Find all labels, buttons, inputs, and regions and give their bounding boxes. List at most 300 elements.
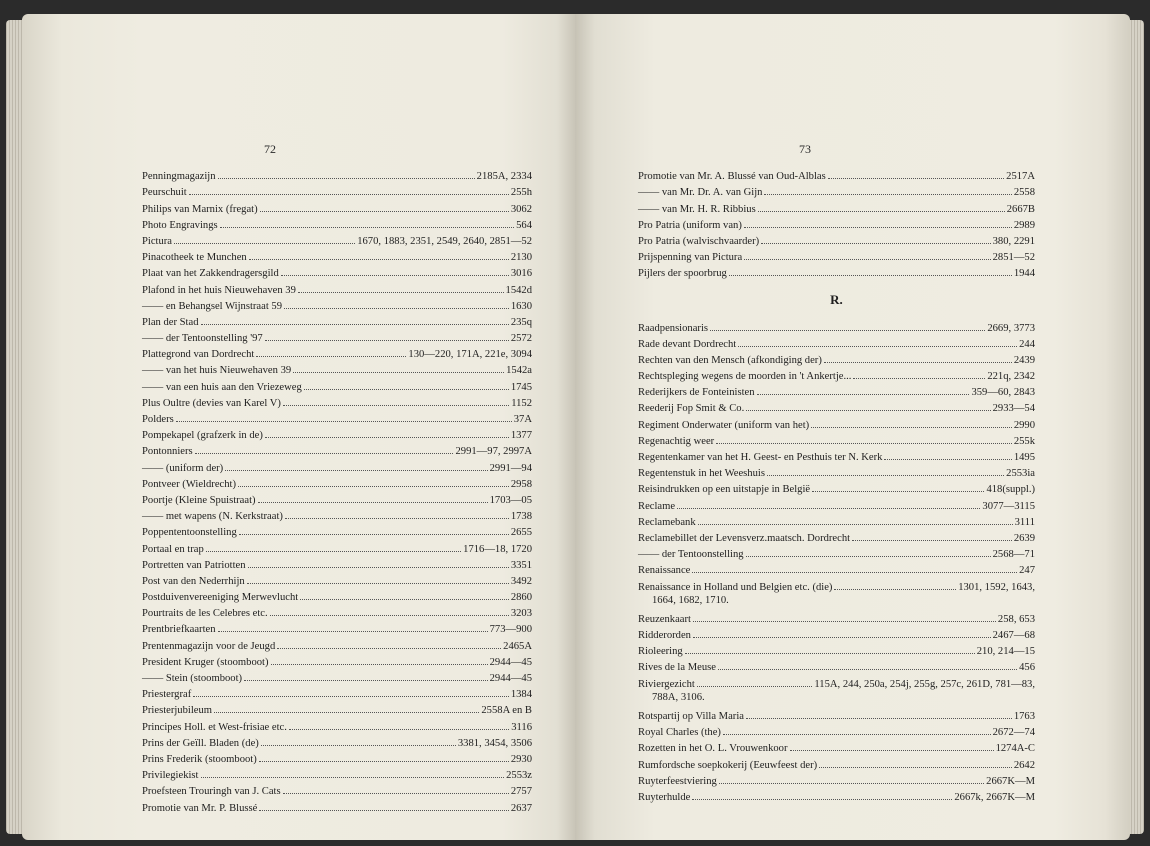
index-term: —— van het huis Nieuwehaven 39 (142, 365, 292, 377)
dot-leader (225, 470, 487, 471)
index-refs: 244 (1019, 338, 1035, 350)
index-refs: 359—60, 2843 (971, 387, 1035, 399)
index-entry (638, 560, 1035, 576)
index-refs: 564 (516, 219, 532, 231)
dot-leader (761, 243, 990, 244)
index-entry (142, 684, 532, 700)
index-refs: 255h (510, 187, 532, 199)
index-refs: 2991—94 (489, 462, 532, 474)
dot-leader (281, 275, 509, 276)
index-refs: 418(suppl.) (986, 484, 1035, 496)
index-refs: 2558 (1013, 187, 1035, 199)
index-term: Regentenkamer van het H. Geest- en Pesthuis ter N. Kerk (638, 452, 883, 463)
index-term: Pinacotheek te Munchen (142, 252, 247, 264)
index-term: Proefsteen Trouringh van J. Cats (142, 786, 281, 798)
index-refs: 1670, 1883, 2351, 2549, 2640, 2851—52 (357, 235, 532, 247)
index-term: Rioleering (638, 646, 683, 658)
index-refs: 3111 (1014, 516, 1035, 528)
index-refs: 3381, 3454, 3506 (457, 737, 532, 749)
index-entry (638, 215, 1035, 231)
left-index-column (142, 166, 532, 814)
dot-leader (201, 324, 509, 325)
index-entry (142, 490, 532, 506)
dot-leader (718, 669, 1017, 670)
index-entry (142, 603, 532, 619)
index-term: Priestergraf (142, 689, 192, 701)
index-term: Promotie van Mr. P. Blussé (142, 802, 258, 814)
index-entry (142, 344, 532, 360)
index-entry (638, 722, 1035, 738)
dot-leader (764, 194, 1011, 195)
dot-leader (283, 793, 509, 794)
index-refs: 2757 (510, 786, 532, 798)
index-refs: 2655 (510, 527, 532, 539)
index-term: —— der Tentoonstelling '97 (142, 333, 263, 345)
index-refs: 2568—71 (992, 549, 1035, 561)
index-term: Poppententoonstelling (142, 527, 237, 539)
index-refs: 2553z (506, 770, 532, 782)
index-term: Rade devant Dordrecht (638, 338, 737, 350)
index-term: —— en Behangsel Wijnstraat 59 (142, 300, 283, 312)
index-term: Ruyterfeestviering (638, 775, 717, 787)
index-refs: 1738 (510, 511, 532, 523)
index-term: Privilegiekist (142, 770, 199, 782)
dot-leader (239, 534, 509, 535)
index-term: Pro Patria (walvischvaarder) (638, 235, 760, 247)
index-entry (142, 409, 532, 425)
index-refs: 2185A, 2334 (476, 171, 532, 183)
index-term: Regenachtig weer (638, 435, 715, 447)
index-term: Prins Frederik (stoomboot) (142, 753, 257, 765)
index-refs: 2958 (510, 478, 532, 490)
index-refs: 2667K—M (986, 775, 1035, 787)
index-term: Polders (142, 414, 174, 425)
index-entry (638, 263, 1035, 279)
index-entry (638, 787, 1035, 803)
index-refs: 2637 (510, 802, 532, 814)
dot-leader (767, 475, 1004, 476)
index-entry (142, 555, 532, 571)
index-entry (638, 182, 1035, 198)
index-term: Reclame (638, 500, 676, 512)
dot-leader (206, 551, 461, 552)
index-term: Priesterjubileum (142, 705, 213, 717)
index-entry (638, 447, 1035, 463)
index-entry (142, 166, 532, 182)
index-entry (142, 360, 532, 376)
dot-leader (692, 799, 952, 800)
index-entry (638, 431, 1035, 447)
index-entry (142, 635, 532, 651)
index-term: Plafond in het huis Nieuwehaven 39 (142, 284, 296, 296)
index-term: Plus Oultre (devies van Karel V) (142, 397, 281, 409)
index-entry (638, 398, 1035, 414)
dot-leader (746, 410, 990, 411)
dot-leader (174, 243, 355, 244)
dot-leader (685, 653, 975, 654)
dot-leader (698, 524, 1013, 525)
index-refs: 2991—97, 2997A (455, 446, 532, 458)
index-entry (638, 625, 1035, 641)
index-refs: 1716—18, 1720 (463, 543, 532, 555)
index-refs: 115A, 244, 250a, 254j, 255g, 257c, 261D, 781—83, (814, 678, 1035, 690)
dot-leader (283, 405, 509, 406)
index-refs: 1274A-C (995, 743, 1035, 755)
dot-leader (284, 308, 509, 309)
index-term: Plaat van het Zakkendragersgild (142, 268, 279, 280)
dot-leader (811, 427, 1012, 428)
index-refs: 3203 (510, 608, 532, 620)
index-entry (142, 733, 532, 749)
index-refs: 2669, 3773 (987, 322, 1035, 334)
index-entry (638, 738, 1035, 754)
index-refs: 2933—54 (992, 403, 1035, 415)
dot-leader (277, 648, 501, 649)
index-entry (638, 771, 1035, 787)
index-term: Rives de la Meuse (638, 662, 716, 674)
dot-leader (201, 777, 505, 778)
index-refs: 2553ia (1006, 468, 1035, 480)
index-term: Philips van Marnix (fregat) (142, 203, 258, 215)
index-entry (142, 376, 532, 392)
index-entry (638, 576, 1035, 592)
index-refs: 1944 (1013, 268, 1035, 280)
index-entry (638, 166, 1035, 182)
index-entry (142, 797, 532, 813)
dot-leader (238, 486, 509, 487)
index-entry (142, 393, 532, 409)
index-term: Renaissance (638, 565, 691, 577)
index-entry (638, 198, 1035, 214)
index-entry (638, 609, 1035, 625)
index-entry (142, 328, 532, 344)
index-entry (142, 538, 532, 554)
dot-leader (758, 211, 1005, 212)
index-entry (142, 279, 532, 295)
index-refs: 221q, 2342 (987, 371, 1035, 383)
index-term: Promotie van Mr. A. Blussé van Oud-Alblas (638, 171, 826, 183)
index-entry (142, 263, 532, 279)
index-entry (142, 296, 532, 312)
index-entry (142, 765, 532, 781)
index-entry (142, 231, 532, 247)
index-term: Rechten van den Mensch (afkondiging der) (638, 354, 822, 366)
index-term: —— met wapens (N. Kerkstraat) (142, 511, 283, 523)
index-refs: 2944—45 (489, 673, 532, 684)
right-page (575, 14, 1130, 840)
index-term: Post van den Nederrhijn (142, 575, 245, 587)
right-page-number: 73 (799, 142, 811, 156)
index-continuation: 788A, 3106. (652, 691, 705, 703)
index-term: Penningmagazijn (142, 171, 216, 183)
index-refs: 1745 (510, 381, 532, 393)
dot-leader (824, 362, 1012, 363)
dot-leader (719, 783, 984, 784)
index-refs: 2572 (510, 333, 532, 345)
dot-leader (248, 567, 509, 568)
index-term: Pontonniers (142, 446, 193, 458)
dot-leader (790, 750, 994, 751)
index-refs: 3351 (510, 559, 532, 571)
index-entry (638, 247, 1035, 263)
index-refs: 456 (1019, 662, 1035, 674)
index-term: Plan der Stad (142, 316, 199, 328)
index-entry (638, 512, 1035, 528)
dot-leader (214, 712, 479, 713)
index-entry (638, 366, 1035, 382)
index-term: Rechtspleging wegens de moorden in 't Ankertje... (638, 371, 852, 383)
index-entry (142, 425, 532, 441)
index-term: Pijlers der spoorbrug (638, 268, 727, 280)
dot-leader (244, 680, 488, 681)
index-entry (142, 506, 532, 522)
index-refs: 380, 2291 (992, 235, 1035, 247)
index-refs: 1703—05 (489, 494, 532, 506)
index-refs: 3016 (510, 268, 532, 280)
index-refs: 3062 (510, 203, 532, 215)
index-term: Ridderorden (638, 630, 691, 642)
dot-leader (744, 227, 1012, 228)
index-continuation: 1664, 1682, 1710. (652, 594, 729, 606)
index-term: Pourtraits de les Celebres etc. (142, 608, 268, 620)
index-term: Pontveer (Wieldrecht) (142, 478, 236, 490)
index-entry (638, 317, 1035, 333)
index-entry (142, 182, 532, 198)
dot-leader (265, 437, 509, 438)
dot-leader (834, 589, 956, 590)
index-term: —— van Mr. Dr. A. van Gijn (638, 187, 763, 199)
index-refs: 1377 (510, 430, 532, 442)
index-entry (638, 231, 1035, 247)
dot-leader (853, 378, 985, 379)
dot-leader (716, 443, 1012, 444)
index-refs: 2130 (510, 252, 532, 264)
index-entry (142, 198, 532, 214)
index-term: Pompekapel (grafzerk in de) (142, 430, 263, 442)
index-refs: 37A (513, 414, 532, 425)
index-term: —— Stein (stoomboot) (142, 673, 243, 684)
index-term: Reclamebillet der Levensverz.maatsch. Dordrecht (638, 532, 851, 544)
index-refs: 3116 (511, 721, 532, 733)
index-refs: 2667B (1006, 203, 1035, 215)
index-term: Reisindrukken op een uitstapje in België (638, 484, 811, 496)
index-refs: 235q (510, 316, 532, 328)
index-term: Portretten van Patriotten (142, 559, 246, 571)
index-term: Regiment Onderwater (uniform van het) (638, 419, 810, 431)
index-refs: 1301, 1592, 1643, (958, 581, 1035, 593)
index-term: —— (uniform der) (142, 462, 224, 474)
index-term: Postduivenvereeniging Merwevlucht (142, 592, 299, 604)
dot-leader (256, 356, 406, 357)
index-entry (638, 673, 1035, 689)
index-refs: 2639 (1013, 532, 1035, 544)
section-letter-heading: R. (830, 292, 843, 308)
index-entry (142, 215, 532, 231)
index-refs: 2860 (510, 592, 532, 604)
index-entry (142, 441, 532, 457)
dot-leader (884, 459, 1011, 460)
index-entry (638, 544, 1035, 560)
index-refs: 2672—74 (992, 727, 1035, 739)
index-refs: 1542a (506, 365, 532, 377)
dot-leader (259, 761, 509, 762)
dot-leader (693, 637, 991, 638)
index-entry (142, 716, 532, 732)
index-refs: 1542d (505, 284, 532, 296)
index-entry (638, 414, 1035, 430)
right-index-column (638, 166, 1035, 803)
index-term: Pictura (142, 235, 173, 247)
index-term: Riviergezicht (638, 678, 695, 690)
index-term: Rozetten in het O. L. Vrouwenkoor (638, 743, 788, 755)
dot-leader (812, 491, 984, 492)
index-refs: 2930 (510, 753, 532, 765)
index-term: Prijspenning van Pictura (638, 252, 743, 264)
index-entry (638, 754, 1035, 770)
index-term: Prentenmagazijn voor de Jeugd (142, 640, 276, 652)
index-entry (142, 522, 532, 538)
dot-leader (249, 259, 509, 260)
index-refs: 2944—45 (489, 656, 532, 668)
index-entry (142, 474, 532, 490)
index-refs: 255k (1013, 435, 1035, 447)
index-refs: 2558A en B (481, 705, 532, 717)
index-term: Poortje (Kleine Spuistraat) (142, 494, 256, 506)
index-term: Ruyterhulde (638, 791, 691, 803)
index-term: Reederij Fop Smit & Co. (638, 403, 745, 415)
index-refs: 2467—68 (992, 630, 1035, 642)
index-entry (638, 334, 1035, 350)
dot-leader (744, 259, 990, 260)
index-entry (638, 350, 1035, 366)
index-entry (638, 479, 1035, 495)
index-refs: 1763 (1013, 711, 1035, 722)
index-entry (638, 382, 1035, 398)
index-refs: 1495 (1013, 452, 1035, 463)
index-term: Rumfordsche soepkokerij (Eeuwfeest der) (638, 759, 818, 771)
index-term: Reclamebank (638, 516, 696, 528)
index-term: Raadpensionaris (638, 322, 709, 334)
index-entry (638, 528, 1035, 544)
index-entry (142, 247, 532, 263)
index-refs: 3492 (510, 575, 532, 587)
dot-leader (271, 664, 488, 665)
index-refs: 2465A (503, 640, 532, 652)
index-entry (142, 619, 532, 635)
index-refs: 773—900 (489, 624, 532, 636)
index-entry (142, 781, 532, 797)
index-term: Portaal en trap (142, 543, 204, 555)
index-entry (142, 749, 532, 765)
index-entry (142, 652, 532, 668)
index-term: Peurschuit (142, 187, 187, 199)
index-entry (142, 587, 532, 603)
index-refs: 1152 (511, 397, 532, 409)
dot-leader (729, 275, 1012, 276)
dot-leader (176, 421, 512, 422)
index-refs: 2990 (1013, 419, 1035, 431)
dot-leader (189, 194, 509, 195)
index-term: Rotspartij op Villa Maria (638, 711, 744, 722)
index-refs: 3077—3115 (982, 500, 1035, 512)
index-refs: 247 (1019, 565, 1035, 577)
index-term: —— van Mr. H. R. Ribbius (638, 203, 756, 215)
dot-leader (265, 340, 509, 341)
dot-leader (218, 178, 475, 179)
right-page-edges (1128, 20, 1144, 834)
dot-leader (285, 518, 509, 519)
dot-leader (746, 556, 991, 557)
index-entry (142, 668, 532, 684)
index-entry (142, 700, 532, 716)
index-refs: 2989 (1013, 219, 1035, 231)
left-page (22, 14, 575, 840)
dot-leader (193, 696, 509, 697)
index-refs: 2667k, 2667K—M (954, 791, 1035, 803)
index-entry (638, 657, 1035, 673)
index-entry (638, 706, 1035, 722)
index-term: Regentenstuk in het Weeshuis (638, 468, 765, 480)
index-entry (142, 457, 532, 473)
index-term: Plattegrond van Dordrecht (142, 349, 255, 361)
dot-leader (293, 372, 504, 373)
dot-leader (195, 453, 454, 454)
dot-leader (258, 502, 488, 503)
left-page-number: 72 (264, 142, 276, 156)
dot-leader (300, 599, 509, 600)
dot-leader (677, 508, 980, 509)
index-refs: 258, 653 (997, 613, 1035, 625)
index-entry (142, 312, 532, 328)
index-refs: 2439 (1013, 354, 1035, 366)
index-refs: 210, 214—15 (976, 646, 1035, 658)
index-term: Photo Engravings (142, 219, 218, 231)
index-term: Renaissance in Holland und Belgien etc. (die) (638, 581, 833, 593)
dot-leader (828, 178, 1004, 179)
dot-leader (220, 227, 514, 228)
index-refs: 130—220, 171A, 221e, 3094 (408, 349, 532, 361)
dot-leader (218, 631, 488, 632)
index-term: —— der Tentoonstelling (638, 549, 744, 561)
index-term: President Kruger (stoomboot) (142, 656, 269, 668)
dot-leader (693, 621, 996, 622)
dot-leader (692, 572, 1017, 573)
index-term: Prins der Geïll. Bladen (de) (142, 737, 259, 749)
dot-leader (261, 745, 456, 746)
dot-leader (738, 346, 1017, 347)
index-term: Prentbriefkaarten (142, 624, 216, 636)
dot-leader (819, 767, 1012, 768)
dot-leader (723, 734, 991, 735)
dot-leader (757, 394, 970, 395)
dot-leader (289, 729, 509, 730)
index-refs: 2642 (1013, 759, 1035, 771)
index-entry (638, 641, 1035, 657)
index-term: Rederijkers de Fonteinisten (638, 387, 755, 399)
index-refs: 2851—52 (992, 252, 1035, 264)
dot-leader (259, 810, 508, 811)
index-term: —— van een huis aan den Vriezeweg (142, 381, 302, 393)
index-term: Reuzenkaart (638, 613, 691, 625)
dot-leader (746, 718, 1012, 719)
index-term: Principes Holl. et West-frisiae etc. (142, 721, 287, 733)
dot-leader (270, 615, 509, 616)
index-refs: 1630 (510, 300, 532, 312)
dot-leader (710, 330, 985, 331)
dot-leader (247, 583, 509, 584)
dot-leader (697, 686, 813, 687)
index-entry (142, 571, 532, 587)
